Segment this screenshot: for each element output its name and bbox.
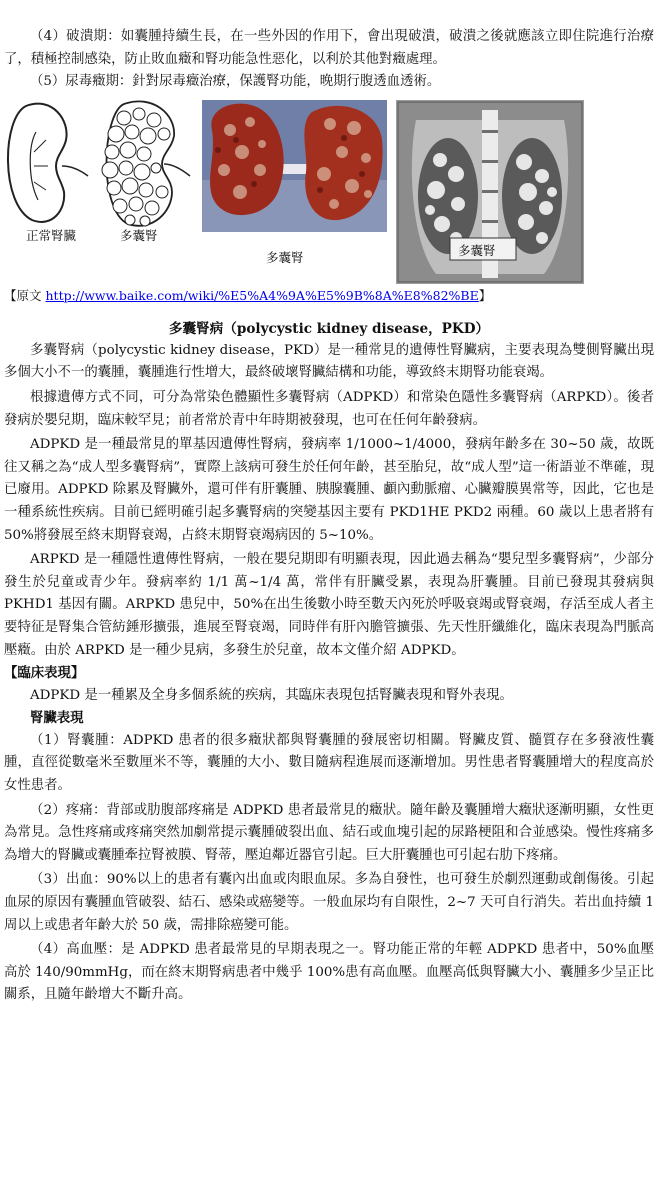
paragraph-adpkd: ADPKD 是一種最常見的單基因遺傳性腎病，發病率 1/1000~1/4000，發病年齡多在 30~50 歲，故既往又稱之為“成人型多囊腎病”，實際上該病可發生於任何年齡，甚至胎兒，故“成人型”這一術語並不準確，現已廢用。ADPKD 除累及腎臟外，還可伴有肝囊腫、胰腺囊腫、顱內動脈瘤、心臟瓣膜異常等，因此，它也是一種系統性疾病。目前已經明確引起多囊腎病的突變基因主要有 PKD1HE PKD2 兩種。60 歲以上患者將有 50%將發展至終末期腎衰竭，占終末期腎衰竭病因的 5~10%。 — [4, 437, 654, 543]
subsection-heading-kidney: 腎臟表現 — [30, 710, 84, 727]
paragraph-arpkd: ARPKD 是一種隱性遺傳性腎病，一般在嬰兒期即有明顯表現，因此過去稱為“嬰兒型多囊腎病”，少部分發生於兒童或青少年。發病率約 1/1 萬~1/4 萬，常伴有肝臟受累，表現為肝囊腫。目前已發現其發病與 PKHD1 基因有關。ARPKD 患兒中，50%在出生後數小時至數天內死於呼吸衰竭或腎衰竭，存活至成人者主要特征是腎集合管紡錘形擴張，進展至腎衰竭，同時伴有肝內膽管擴張、先天性肝纖維化，臨床表現為門脈高壓癥。由於 ARPKD 是一種少見病，多發生於兒童，故本文僅介紹 ADPKD。 — [4, 552, 654, 658]
kidney-specimen-photo — [202, 100, 387, 232]
source-label: 【原文 — [4, 287, 42, 303]
paragraph-rupture-stage: （4）破潰期：如囊腫持續生長，在一些外因的作用下，會出現破潰，破潰之後就應該立即住院進行治療了，積極控制感染，防止敗血癥和腎功能急性惡化，以利於其他對癥處理。 — [4, 29, 654, 67]
section-heading-clinical: 【臨床表現】 — [4, 665, 85, 682]
paragraph-hypertension: （4）高血壓：是 ADPKD 患者最常見的早期表現之一。腎功能正常的年輕 ADPKD 患者中，50%血壓高於 140/90mmHg，而在終末期腎病患者中幾乎 100%患有高血壓。血壓高低與腎臟大小、囊腫多少呈正比關系，且隨年齡增大不斷升高。 — [4, 942, 654, 1003]
caption-polycystic-kidney-mri: 多囊腎 — [458, 242, 496, 258]
caption-polycystic-kidney-drawing: 多囊腎 — [120, 227, 158, 243]
paragraph-bleeding: （3）出血：90%以上的患者有囊內出血或肉眼血尿。多為自發性，也可發生於劇烈運動或創傷後。引起血尿的原因有囊腫血管破裂、結石、感染或癌變等。一般血尿均有自限性，2~7 天可自行消失。若出血持續 1 周以上或患者年齡大於 50 歲，需排除癌變可能。 — [4, 872, 654, 933]
source-close: 】 — [478, 287, 492, 303]
caption-polycystic-kidney-photo: 多囊腎 — [266, 249, 304, 265]
paragraph-clinical-intro: ADPKD 是一種累及全身多個系統的疾病，其臨床表現包括腎臟表現和腎外表現。 — [30, 687, 513, 703]
article-title: 多囊腎病（polycystic kidney disease，PKD） — [168, 320, 490, 337]
paragraph-pain: （2）疼痛：背部或肋腹部疼痛是 ADPKD 患者最常見的癥狀。隨年齡及囊腫增大癥狀逐漸明顯，女性更為常見。急性疼痛或疼痛突然加劇常提示囊腫破裂出血、結石或血塊引起的尿路梗阻和合並感染。慢性疼痛多為增大的腎臟或囊腫牽拉腎被膜、腎蒂，壓迫鄰近器官引起。巨大肝囊腫也可引起右肋下疼痛。 — [4, 802, 654, 863]
source-line — [4, 286, 654, 306]
figure-kidneys — [4, 100, 654, 284]
document-page — [4, 0, 654, 1007]
paragraph-kidney-cyst: （1）腎囊腫：ADPKD 患者的很多癥狀都與腎囊腫的發展密切相關。腎臟皮質、髓質存在多發液性囊腫，直徑從數毫米至數厘米不等，囊腫的大小、數目隨病程進展而逐漸增加。男性患者腎囊腫增大的程度高於女性患者。 — [4, 732, 654, 794]
source-link[interactable]: http://www.baike.com/wiki/%E5%A4%9A%E5%9B%8A%E8%82%BE — [45, 287, 479, 303]
caption-normal-kidney: 正常腎臟 — [26, 227, 77, 243]
paragraph-pkd-definition: 多囊腎病（polycystic kidney disease，PKD）是一種常見的遺傳性腎臟病，主要表現為雙側腎臟出現多個大小不一的囊腫，囊腫進行性增大，最終破壞腎臟結構和功能，導致終末期腎功能衰竭。 — [4, 342, 654, 381]
kidney-diagram-image — [6, 100, 198, 230]
paragraph-pkd-classification: 根據遺傳方式不同，可分為常染色體顯性多囊腎病（ADPKD）和常染色隱性多囊腎病（ARPKD）。後者發病於嬰兒期，臨床較罕見；前者常於青中年時期被發現，也可在任何年齡發病。 — [4, 389, 654, 428]
paragraph-uremia-stage: （5）尿毒癥期：針對尿毒癥治療，保護腎功能，晚期行腹透血透術。 — [30, 74, 441, 90]
